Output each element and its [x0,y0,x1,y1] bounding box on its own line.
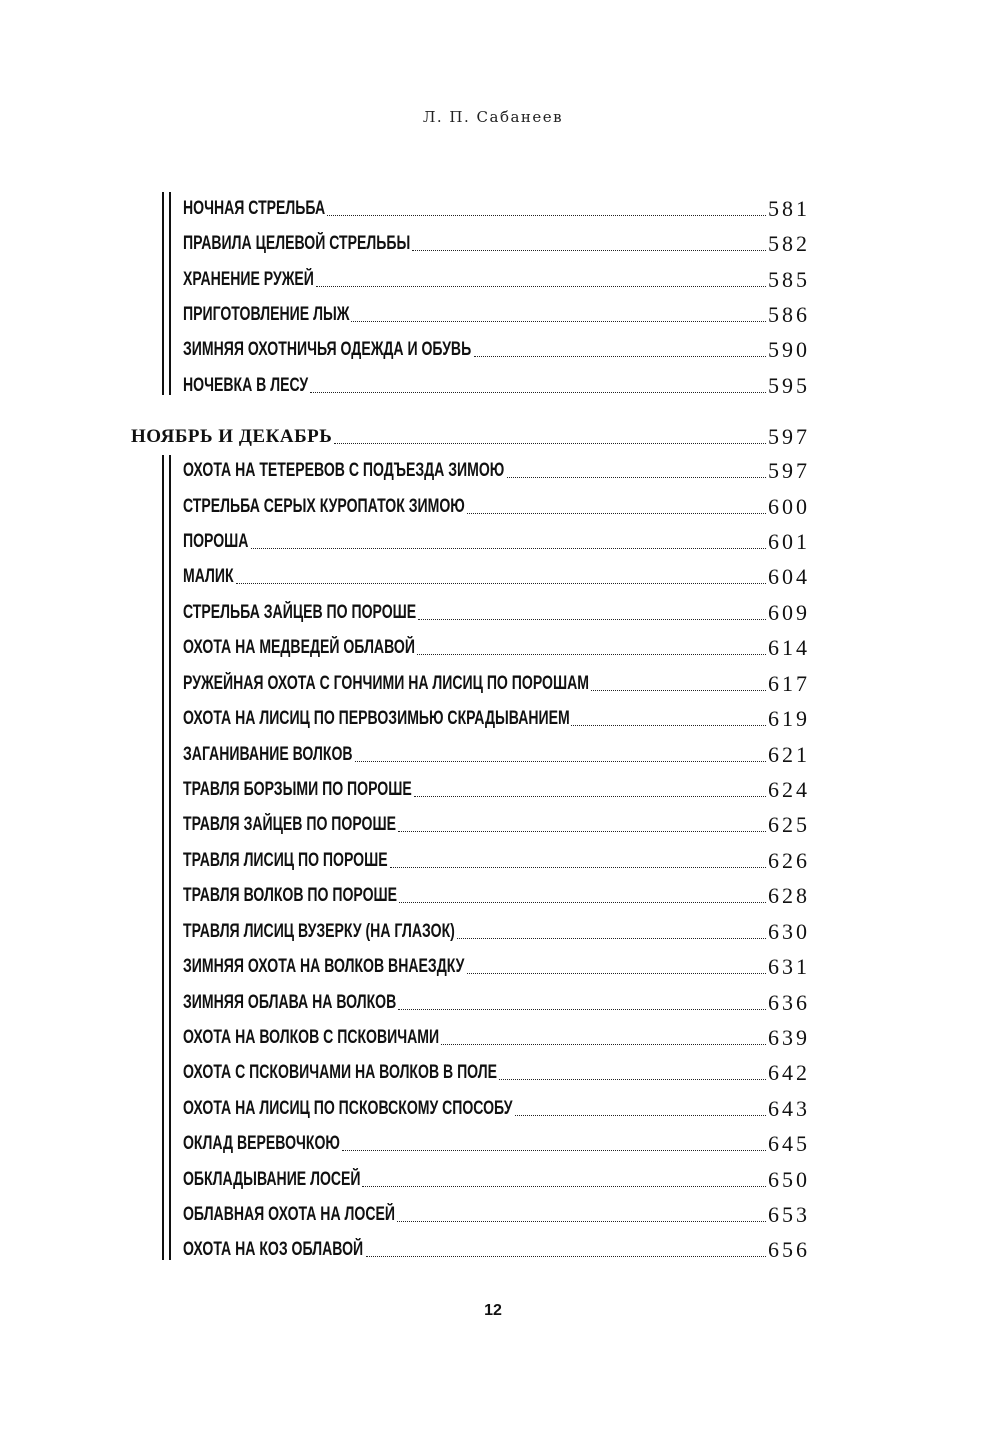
toc-section-title: НОЯБРЬ И ДЕКАБРЬ [131,426,333,447]
toc-entry-title: ТРАВЛЯ ВОЛКОВ ПО ПОРОШЕ [183,885,398,906]
dot-leader [327,214,766,216]
toc-entry[interactable] [183,877,810,907]
toc-entry-page: 590 [768,337,810,362]
toc-entry[interactable] [183,261,810,291]
dot-leader [417,653,766,655]
dot-leader [397,1220,766,1222]
toc-entry-page: 600 [768,494,810,519]
toc-entry[interactable] [183,523,810,553]
toc-entry[interactable] [183,736,810,766]
dot-leader [414,795,766,797]
toc-entry[interactable] [183,452,810,482]
toc-entry-title: СТРЕЛЬБА СЕРЫХ КУРОПАТОК ЗИМОЮ [183,496,465,517]
toc-entry[interactable] [183,1125,810,1155]
dot-leader [366,1255,766,1257]
toc-entry-title: ОБКЛАДЫВАНИЕ ЛОСЕЙ [183,1169,361,1190]
toc-entry-page: 653 [768,1202,810,1227]
toc-entry[interactable] [183,1054,810,1084]
dot-leader [507,476,766,478]
toc-entry-title: ПРИГОТОВЛЕНИЕ ЛЫЖ [183,304,350,325]
toc-entry-page: 614 [768,635,810,660]
toc-entry-title: РУЖЕЙНАЯ ОХОТА С ГОНЧИМИ НА ЛИСИЦ ПО ПОРОШАМ [183,673,589,694]
toc-entry-title: ЗИМНЯЯ ОБЛАВА НА ВОЛКОВ [183,992,397,1013]
toc-entry-title: ОХОТА НА ВОЛКОВ С ПСКОВИЧАМИ [183,1027,440,1048]
dot-leader [474,355,766,357]
dot-leader [334,442,766,444]
running-head-author: Л. П. Сабанеев [422,108,564,126]
toc-entry[interactable] [183,1196,810,1226]
toc-entry-title: ОХОТА НА ЛИСИЦ ПО ПЕРВОЗИМЬЮ СКРАДЫВАНИЕМ [183,708,570,729]
toc-entry-title: ПРАВИЛА ЦЕЛЕВОЙ СТРЕЛЬБЫ [183,233,411,254]
toc-entry-page: 619 [768,706,810,731]
toc-entry[interactable] [183,629,810,659]
toc-entry[interactable] [183,1231,810,1261]
toc-entry-page: 609 [768,600,810,625]
toc-entry-page: 643 [768,1096,810,1121]
dot-leader [398,1008,766,1010]
toc-entry-title: ОХОТА НА МЕДВЕДЕЙ ОБЛАВОЙ [183,637,415,658]
toc-entry[interactable] [183,842,810,872]
toc-entry-page: 645 [768,1131,810,1156]
dot-leader [316,285,766,287]
dot-leader [457,937,766,939]
toc-section-page: 597 [768,424,810,449]
toc-entry-page: 585 [768,267,810,292]
dot-leader [398,830,766,832]
toc-entry-title: ХРАНЕНИЕ РУЖЕЙ [183,269,314,290]
toc-entry[interactable] [183,558,810,588]
toc-entry-page: 621 [768,742,810,767]
toc-entry[interactable] [183,331,810,361]
toc-entry[interactable] [183,225,810,255]
dot-leader [310,391,766,393]
dot-leader [418,618,766,620]
toc-entry-title: МАЛИК [183,566,234,587]
dot-leader [399,901,766,903]
toc-entry-title: ЗИМНЯЯ ОХОТА НА ВОЛКОВ ВНАЕЗДКУ [183,956,465,977]
toc-entry-page: 597 [768,458,810,483]
toc-entry-page: 582 [768,231,810,256]
toc-entry-page: 656 [768,1237,810,1262]
toc-entry-page: 626 [768,848,810,873]
dot-leader [499,1078,766,1080]
toc-entry-title: ЗАГАНИВАНИЕ ВОЛКОВ [183,744,353,765]
page-number: 12 [484,1302,502,1319]
toc-entry[interactable] [183,367,810,397]
toc-entry[interactable] [183,488,810,518]
dot-leader [591,689,766,691]
dot-leader [355,760,766,762]
toc-entry-title: ОКЛАД ВЕРЕВОЧКОЮ [183,1133,340,1154]
toc-entry-title: ОХОТА С ПСКОВИЧАМИ НА ВОЛКОВ В ПОЛЕ [183,1062,498,1083]
dot-leader [412,249,766,251]
dot-leader [342,1149,766,1151]
toc-entry[interactable] [183,190,810,220]
group-rule-right [169,192,171,395]
toc-entry-title: ОХОТА НА ТЕТЕРЕВОВ С ПОДЪЕЗДА ЗИМОЮ [183,460,505,481]
toc-section-heading[interactable] [131,418,810,448]
toc-entry-page: 604 [768,564,810,589]
toc-entry-title: ОХОТА НА КОЗ ОБЛАВОЙ [183,1239,364,1260]
toc-entry[interactable] [183,771,810,801]
toc-entry-page: 639 [768,1025,810,1050]
toc-entry[interactable] [183,948,810,978]
dot-leader [351,320,766,322]
toc-entry-title: ОХОТА НА ЛИСИЦ ПО ПСКОВСКОМУ СПОСОБУ [183,1098,513,1119]
toc-entry-page: 581 [768,196,810,221]
toc-entry-page: 624 [768,777,810,802]
toc-entry-page: 631 [768,954,810,979]
toc-entry[interactable] [183,984,810,1014]
toc-entry[interactable] [183,594,810,624]
toc-entry[interactable] [183,1090,810,1120]
toc-entry[interactable] [183,665,810,695]
group-rule-left [162,192,164,395]
dot-leader [236,582,766,584]
toc-entry-title: ОБЛАВНАЯ ОХОТА НА ЛОСЕЙ [183,1204,395,1225]
toc-entry-page: 642 [768,1060,810,1085]
toc-entry-page: 636 [768,990,810,1015]
dot-leader [467,972,766,974]
toc-entry-page: 650 [768,1167,810,1192]
toc-entry[interactable] [183,806,810,836]
group-rule-right [169,455,171,1260]
toc-entry[interactable] [183,1019,810,1049]
toc-entry-page: 595 [768,373,810,398]
toc-entry[interactable] [183,296,810,326]
toc-entry-page: 617 [768,671,810,696]
dot-leader [571,724,766,726]
toc-entry-page: 630 [768,919,810,944]
toc-entry-page: 601 [768,529,810,554]
toc-entry-title: ТРАВЛЯ ЛИСИЦ ПО ПОРОШЕ [183,850,388,871]
toc-entry[interactable] [183,1161,810,1191]
dot-leader [362,1185,766,1187]
dot-leader [467,512,766,514]
toc-entry-title: ТРАВЛЯ ЗАЙЦЕВ ПО ПОРОШЕ [183,814,396,835]
toc-entry-title: НОЧНАЯ СТРЕЛЬБА [183,198,326,219]
toc-entry-page: 628 [768,883,810,908]
dot-leader [251,547,766,549]
toc-entry-title: ТРАВЛЯ БОРЗЫМИ ПО ПОРОШЕ [183,779,412,800]
toc-entry[interactable] [183,700,810,730]
toc-entry-title: ТРАВЛЯ ЛИСИЦ ВУЗЕРКУ (НА ГЛАЗОК) [183,921,455,942]
toc-entry-page: 625 [768,812,810,837]
toc-entry-title: ЗИМНЯЯ ОХОТНИЧЬЯ ОДЕЖДА И ОБУВЬ [183,339,472,360]
toc-entry-title: НОЧЕВКА В ЛЕСУ [183,375,309,396]
dot-leader [515,1114,766,1116]
toc-entry-title: СТРЕЛЬБА ЗАЙЦЕВ ПО ПОРОШЕ [183,602,417,623]
group-rule-left [162,455,164,1260]
dot-leader [390,866,766,868]
toc-entry[interactable] [183,913,810,943]
toc-entry-page: 586 [768,302,810,327]
toc-entry-title: ПОРОША [183,531,249,552]
dot-leader [441,1043,766,1045]
